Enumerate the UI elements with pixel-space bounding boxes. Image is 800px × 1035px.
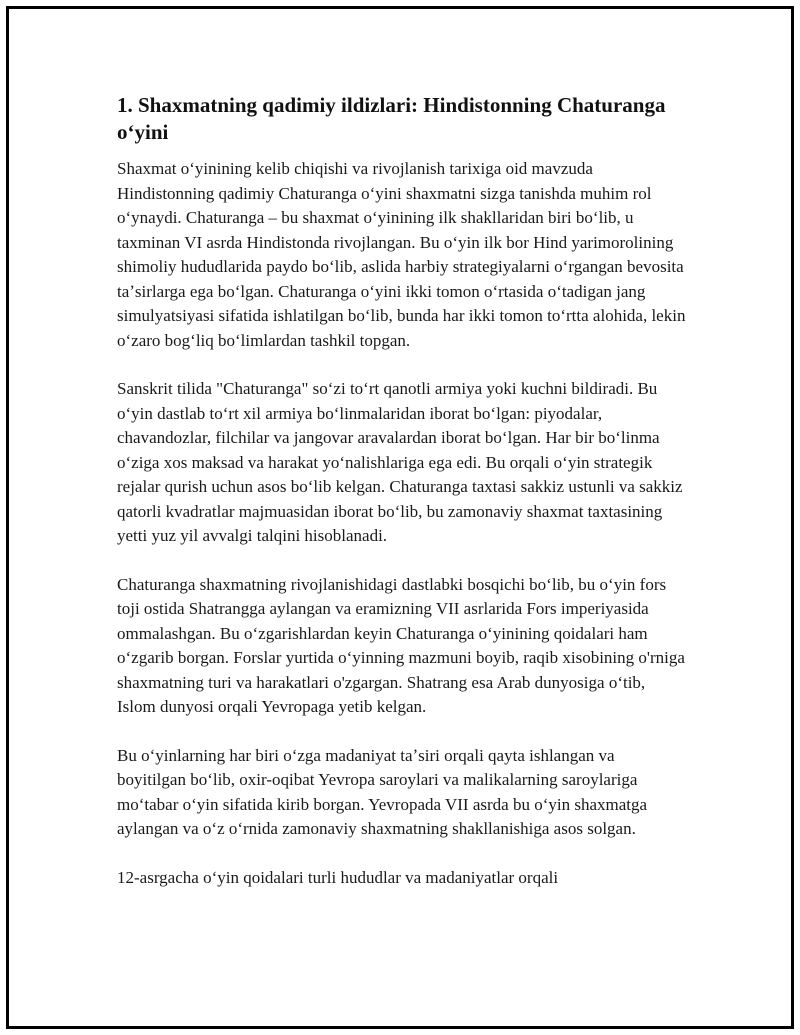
paragraph-sanskrit-meaning: Sanskrit tilida "Chaturanga" soʻzi toʻrt qanotli armiya yoki kuchni bildiradi. Bu oʻyin dastlab toʻrt xil armiya boʻlinmalaridan iborat boʻlgan: piyodalar, chavandozlar, filchilar va jangovar aravalardan iborat boʻlgan. Har bir boʻlinma oʻziga xos maksad va harakat yoʻnalishlariga ega edi. Bu orqali oʻyin strategik rejalar qurish uchun asos boʻlib kelgan. Chaturanga taxtasi sakkiz ustunli va sakkiz qatorli kvadratlar majmuasidan iborat boʻlib, bu zamonaviy shaxmat taxtasining yetti yuz yil avvalgi talqini hisoblanadi. <box>117 379 683 545</box>
paragraph-chaturanga-intro: Shaxmat oʻyinining kelib chiqishi va rivojlanish tarixiga oid mavzuda Hindistonning qadimiy Chaturanga oʻyini shaxmatni sizga tanishda muhim rol oʻynaydi. Chaturanga – bu shaxmat oʻyinining ilk shakllaridan biri boʻlib, u taxminan VI asrda Hindistonda rivojlangan. Bu oʻyin ilk bor Hind yarimorolining shimoliy hududlarida paydo boʻlib, aslida harbiy strategiyalarni oʻrgangan bevosita taʼsirlarga ega boʻlgan. Chaturanga oʻyini ikki tomon oʻrtasida oʻtadigan jang simulyatsiyasi sifatida ishlatilgan boʻlib, bunda har ikki tomon toʻrtta alohida, lekin oʻzaro bogʻliq boʻlimlardan tashkil topgan. <box>117 159 686 350</box>
paragraph-shatrang: Chaturanga shaxmatning rivojlanishidagi dastlabki bosqichi boʻlib, bu oʻyin fors toji ostida Shatrangga aylangan va eramizning VII asrlarida Fors imperiyasida ommalashgan. Bu oʻzgarishlardan keyin Chaturanga oʻyinining qoidalari ham oʻzgarib borgan. Forslar yurtida oʻyinning mazmuni boyib, raqib xisobining o'rniga shaxmatning turi va harakatlari o'zgargan. Shatrang esa Arab dunyosiga oʻtib, Islom dunyosi orqali Yevropaga yetib kelgan. <box>117 574 685 716</box>
document-body <box>117 92 687 914</box>
paragraph-europe: Bu oʻyinlarning har biri oʻzga madaniyat taʼsiri orqali qayta ishlangan va boyitilgan boʻlib, oxir-oqibat Yevropa saroylari va malikalarning saroylariga moʻtabar oʻyin sifatida kirib borgan. Yevropada VII asrda bu oʻyin shaxmatga aylangan va oʻz oʻrnida zamonaviy shaxmatning shakllanishiga asos solgan. <box>117 745 648 838</box>
paragraph-12th-century: 12-asrgacha oʻyin qoidalari turli hududlar va madaniyatlar orqali <box>117 867 559 887</box>
section-heading: 1. Shaxmatning qadimiy ildizlari: Hindistonning Chaturanga oʻyini <box>117 93 666 144</box>
